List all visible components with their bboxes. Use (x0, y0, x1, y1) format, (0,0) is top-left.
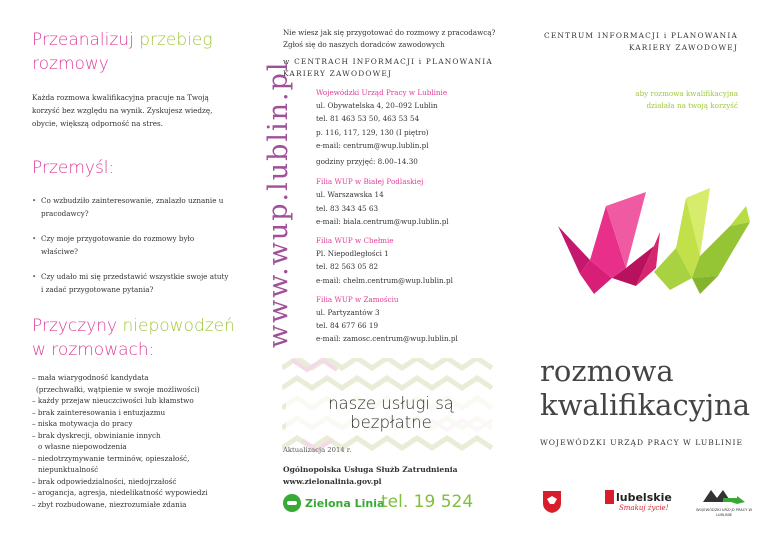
heading-analyze-line2: rozmowy (32, 54, 109, 74)
wup-logo (694, 488, 754, 518)
network-name: Ogólnopolska Usługa Służb Zatrudnienia (283, 465, 458, 474)
reason-item: – brak odpowiedzialności, niedojrzałość (32, 476, 177, 486)
heading-failure-part2: niepowodzeń (122, 316, 235, 336)
reason-item: – zbyt rozbudowane, niezrozumiałe zdania (32, 499, 187, 509)
heading-think: Przemyśl: (32, 158, 115, 178)
office-line: tel. 84 677 66 19 (316, 321, 379, 331)
origami-cranes-image (550, 186, 760, 306)
office-line: Pl. Niepodległości 1 (316, 249, 389, 259)
reason-item: o własne niepowodzenia (38, 442, 127, 451)
vertical-url: www.wup.lublin.pl (263, 60, 294, 348)
office-line: tel. 81 463 53 50, 463 53 54 (316, 114, 420, 124)
questions-list (32, 194, 232, 308)
office-line: ul. Warszawska 14 (316, 190, 384, 200)
middle-panel (256, 0, 512, 543)
office-block (316, 86, 506, 168)
tagline-line1: aby rozmowa kwalifikacyjna (635, 89, 738, 98)
zielona-linia-logo (283, 494, 384, 512)
cover-header-line1: CENTRUM INFORMACJI i PLANOWANIA (543, 31, 738, 40)
reason-item: – niska motywacja do pracy (32, 419, 133, 428)
consult-intro (283, 27, 508, 51)
question-item: • Co wzbudziło zainteresowanie, znalazło uznanie u pracodawcy? (32, 194, 232, 220)
organization-name: WOJEWÓDZKI URZĄD PRACY W LUBLINIE (540, 438, 744, 447)
pink-crane (558, 192, 660, 294)
left-panel (0, 0, 256, 543)
question-item: • Czy moje przygotowanie do rozmowy było właściwe? (32, 232, 232, 258)
green-crane (654, 188, 750, 294)
office-name: Wojewódzki Urząd Pracy w Lublinie (316, 88, 448, 97)
heading-analyze (32, 28, 213, 76)
reason-item: – brak zainteresowania i entuzjazmu (32, 407, 166, 417)
intro-text: Każda rozmowa kwalifikacyjna pracuje na Twoją korzyść bez względu na wynik. Zyskujesz wiedzę, obycie, większą odporność na stres. (32, 93, 213, 128)
office-line: ul. Partyzantów 3 (316, 308, 380, 318)
reason-item: – niedotrzymywanie terminów, opieszałość, (32, 453, 190, 463)
reason-item: – mała wiarygodność kandydata (32, 373, 149, 382)
network-url[interactable]: www.zielonalinia.gov.pl (283, 477, 382, 486)
zielona-linia-icon (283, 494, 301, 512)
office-line: ul. Obywatelska 4, 20–092 Lublin (316, 101, 438, 111)
consult-intro-line1: Nie wiesz jak się przygotować do rozmowy z pracodawcą? (283, 28, 496, 37)
question-item: • Czy udało mi się przedstawić wszystkie swoje atuty i zadać przygotowane pytania? (32, 270, 232, 296)
tagline (635, 88, 738, 112)
main-title (540, 354, 750, 422)
office-email[interactable]: e-mail: centrum@wup.lublin.pl (316, 140, 429, 150)
office-block (316, 175, 506, 228)
heading-failure (32, 314, 235, 362)
zielona-linia-text: Zielona Linia (305, 496, 385, 510)
lubelskie-text: lubelskie (616, 490, 672, 504)
tagline-line2: działała na twoją korzyść (646, 101, 738, 110)
heading-failure-line2: w rozmowach: (32, 340, 155, 360)
lubelskie-mark (605, 490, 614, 504)
main-title-line1: rozmowa (540, 354, 674, 388)
right-panel (512, 0, 768, 543)
lubelskie-slogan: Smakuj życie! (619, 504, 669, 512)
office-name: Filia WUP w Chełmie (316, 236, 394, 246)
cover-header-line2: KARIERY ZAWODOWEJ (628, 43, 738, 52)
center-name-line2: KARIERY ZAWODOWEJ (283, 69, 393, 78)
update-date: Aktualizacja 2014 r. (283, 446, 352, 454)
center-name-line1: w CENTRACH INFORMACJI i PLANOWANIA (283, 57, 493, 66)
offices-list (316, 86, 506, 346)
reason-item: – każdy przejaw nieuczciwości lub kłamstwo (32, 396, 194, 405)
office-line: tel. 83 343 45 63 (316, 203, 379, 213)
reasons-list (32, 372, 252, 510)
office-block (316, 293, 506, 346)
reason-item: – arogancja, agresja, niedelikatność wypowiedzi (32, 488, 208, 497)
reason-item: (przechwałki, wątpienie w swoje możliwości) (36, 384, 200, 394)
hotline-phone: tel. 19 524 (381, 492, 474, 512)
wup-logo-text: WOJEWÓDZKI URZĄD PRACY W LUBLINIE (695, 508, 753, 517)
office-hours: godziny przyjęć: 8.00–14.30 (316, 157, 418, 167)
office-line: tel. 82 563 05 82 (316, 262, 379, 272)
office-email[interactable]: e-mail: zamosc.centrum@wup.lublin.pl (316, 334, 458, 344)
heading-analyze-part2: przebieg (139, 30, 213, 50)
office-block (316, 234, 506, 287)
heading-failure-part1: Przyczyny (32, 316, 123, 336)
coat-of-arms-icon (542, 490, 562, 514)
office-email[interactable]: e-mail: biala.centrum@wup.lublin.pl (316, 216, 449, 226)
main-title-line2: kwalifikacyjna (540, 388, 751, 422)
lubelskie-logo (605, 490, 672, 512)
office-line: p. 116, 117, 129, 130 (I piętro) (316, 127, 429, 137)
reason-item: – brak dyskrecji, obwinianie innych (32, 430, 161, 440)
free-services-text: nasze usługi są bezpłatne (286, 394, 496, 432)
consult-intro-line2: Zgłoś się do naszych doradców zawodowych (283, 40, 445, 49)
network-info (283, 464, 458, 488)
heading-analyze-part1: Przeanalizuj (32, 30, 140, 50)
center-name (283, 56, 493, 80)
reason-item: niepunktualność (38, 465, 99, 474)
office-name: Filia WUP w Białej Podlaskiej (316, 177, 424, 187)
office-name: Filia WUP w Zamościu (316, 294, 399, 304)
cover-header (544, 30, 738, 54)
office-email[interactable]: e-mail: chelm.centrum@wup.lublin.pl (316, 275, 453, 285)
wup-logo-icon (703, 488, 745, 504)
